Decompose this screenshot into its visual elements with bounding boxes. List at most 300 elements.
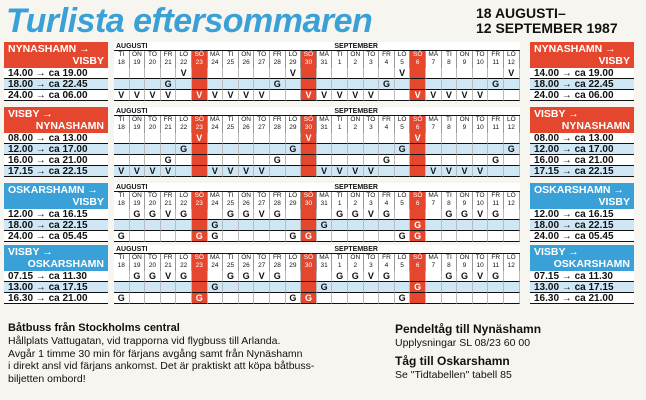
date-range [476, 6, 618, 36]
date-label: 6 [415, 262, 420, 269]
day-header [176, 192, 192, 209]
weekday-label: TO [366, 254, 376, 261]
route-to: VISBY [72, 196, 104, 208]
route-label [530, 183, 634, 209]
schedule-cell [286, 282, 302, 293]
weekday-label: TO [475, 51, 485, 58]
weekday-label: TO [475, 116, 485, 123]
date-label: 24 [211, 59, 219, 66]
schedule-cell [473, 133, 489, 144]
day-header [239, 116, 255, 133]
day-header [317, 192, 333, 209]
departure-time: 14.00 → ca 19.00 [530, 68, 634, 79]
schedule-cell [364, 293, 380, 304]
schedule-cell: V [473, 90, 489, 101]
schedule-cell: V [410, 90, 426, 101]
schedule-cell [457, 282, 473, 293]
schedule-cell [145, 68, 161, 79]
schedule-cell [364, 231, 380, 242]
schedule-cell: G [145, 271, 161, 282]
day-header [332, 254, 348, 271]
schedule-cell [426, 144, 442, 155]
schedule-cell: V [254, 90, 270, 101]
schedule-cell: V [364, 166, 380, 177]
date-label: 27 [258, 200, 266, 207]
departure-row [4, 166, 642, 177]
day-header [364, 116, 380, 133]
weekday-label: LÖ [397, 254, 407, 261]
schedule-cell [161, 282, 177, 293]
route-from: NYNASHAMN → [534, 43, 616, 55]
date-label: 3 [369, 262, 373, 269]
weekday-label: SÖ [303, 116, 314, 123]
date-label: 24 [211, 200, 219, 207]
weekday-label: MÅ [319, 51, 329, 58]
weekday-label: LÖ [288, 192, 298, 199]
schedule-cell: V [192, 133, 208, 144]
schedule-cell [270, 220, 286, 231]
date-label: 7 [431, 124, 436, 131]
date-label: 21 [164, 59, 172, 66]
date-label: 4 [384, 59, 389, 66]
date-label: 21 [164, 200, 172, 207]
day-header [192, 116, 208, 133]
schedule-cell [130, 155, 146, 166]
schedule-cell [442, 155, 458, 166]
schedule-cell [208, 68, 224, 79]
schedule-cell [270, 231, 286, 242]
schedule-cell: V [348, 166, 364, 177]
day-header [348, 116, 364, 133]
schedule-cell [473, 231, 489, 242]
schedule-cell [192, 155, 208, 166]
day-header [317, 51, 333, 68]
day-header [239, 254, 255, 271]
day-header [176, 51, 192, 68]
schedule-cell [410, 271, 426, 282]
weekday-label: FR [163, 254, 173, 261]
schedule-cell: V [473, 209, 489, 220]
schedule-cell: V [504, 68, 520, 79]
schedule-cell [114, 133, 130, 144]
departure-row [4, 79, 642, 90]
weekday-label: FR [382, 192, 391, 199]
weekday-label: LÖ [288, 116, 298, 123]
weekday-label: MÅ [428, 116, 439, 123]
route-header [4, 107, 642, 133]
weekday-label: TO [257, 51, 267, 58]
weekday-label: TI [336, 116, 343, 123]
schedule-cell: V [395, 68, 411, 79]
route-label [530, 245, 634, 271]
day-header [364, 51, 380, 68]
schedule-cell: V [410, 133, 426, 144]
schedule-cell [348, 282, 364, 293]
route-label [530, 107, 634, 133]
weekday-label: SÖ [412, 116, 423, 123]
weekday-label: TI [446, 116, 452, 123]
route-to: OSKARSHAMN [27, 258, 104, 270]
weekday-label: TI [118, 51, 125, 58]
schedule-cell [270, 282, 286, 293]
day-header [473, 51, 489, 68]
route-header [4, 245, 642, 271]
schedule-cell: G [208, 231, 224, 242]
schedule-cell [504, 166, 520, 177]
schedule-cell [130, 79, 146, 90]
schedule-cell [192, 271, 208, 282]
weekday-label: MÅ [428, 254, 439, 261]
day-header [348, 51, 364, 68]
departure-time: 16.30 → ca 21.00 [530, 293, 634, 304]
schedule-cell [317, 68, 333, 79]
date-label: 11 [492, 124, 500, 131]
schedule-cell [239, 155, 255, 166]
schedule-cell: V [239, 90, 255, 101]
date-label: 25 [226, 124, 235, 131]
schedule-cell [332, 155, 348, 166]
weekday-label: SÖ [303, 51, 314, 58]
schedule-cell [317, 271, 333, 282]
day-header [473, 192, 489, 209]
departure-row [4, 231, 642, 242]
schedule-cell: G [317, 220, 333, 231]
weekday-label: LÖ [288, 51, 298, 58]
date-label: 11 [492, 200, 500, 207]
weekday-label: TO [366, 116, 376, 123]
schedule-cell [379, 68, 395, 79]
departure-time: 16.30 → ca 21.00 [4, 293, 108, 304]
day-header [379, 254, 395, 271]
day-header [130, 116, 146, 133]
weekday-label: LÖ [506, 116, 516, 123]
schedule-cell: G [395, 231, 411, 242]
schedule-cell: V [223, 90, 239, 101]
schedule-cell: V [473, 166, 489, 177]
schedule-cell: G [410, 282, 426, 293]
schedule-cell [161, 68, 177, 79]
weekday-label: ON [459, 254, 470, 261]
weekday-label: TI [446, 51, 452, 58]
day-header [395, 116, 411, 133]
schedule-cell: G [442, 271, 458, 282]
schedule-cell: V [317, 166, 333, 177]
schedule-cell [270, 68, 286, 79]
schedule-cell [114, 68, 130, 79]
month-label-august: AUGUSTI [114, 183, 332, 192]
schedule-cell [457, 79, 473, 90]
schedule-cell [270, 293, 286, 304]
schedule-cell [192, 282, 208, 293]
schedule-cell: V [130, 166, 146, 177]
weekday-label: LÖ [179, 51, 189, 58]
day-header [317, 116, 333, 133]
schedule-cell: G [457, 209, 473, 220]
schedule-cell [317, 79, 333, 90]
departure-time: 18.00 → ca 22.45 [530, 79, 634, 90]
day-header [364, 192, 380, 209]
schedule-cell [395, 220, 411, 231]
route-from: VISBY → [534, 108, 579, 120]
weekday-label: FR [491, 192, 501, 199]
schedule-cell: V [348, 90, 364, 101]
day-header [145, 254, 161, 271]
date-label: 23 [195, 262, 203, 269]
weekday-label: TI [446, 254, 452, 261]
schedule-cell [348, 144, 364, 155]
schedule-cell [395, 209, 411, 220]
schedule-cell: G [286, 293, 302, 304]
schedule-cell [379, 293, 395, 304]
departure-time: 18.00 → ca 22.45 [4, 79, 108, 90]
day-header [114, 254, 130, 271]
day-header [317, 254, 333, 271]
date-label: 7 [431, 200, 436, 207]
weekday-label: MÅ [210, 254, 220, 261]
schedule-cell [145, 144, 161, 155]
schedule-cell [301, 144, 317, 155]
schedule-cell [176, 90, 192, 101]
weekday-label: MÅ [319, 254, 329, 261]
schedule-cell [161, 220, 177, 231]
month-label-august: AUGUSTI [114, 245, 332, 254]
date-label: 2 [353, 124, 358, 131]
date-label: 9 [462, 200, 467, 207]
schedule-cell: V [254, 166, 270, 177]
weekday-label: ON [132, 192, 142, 199]
date-label: 22 [180, 200, 188, 207]
date-label: 26 [242, 262, 250, 269]
boat-bus-heading: Båtbuss från Stockholms central [8, 322, 180, 334]
schedule-cell [270, 166, 286, 177]
date-label: 23 [195, 200, 203, 207]
weekday-label: TO [257, 254, 267, 261]
schedule-cell: G [504, 144, 520, 155]
schedule-cell: V [317, 90, 333, 101]
weekday-label: FR [272, 254, 282, 261]
day-header [208, 51, 224, 68]
schedule-cell [301, 209, 317, 220]
day-header [379, 192, 395, 209]
schedule-cell [145, 231, 161, 242]
month-label-september: SEPTEMBER [332, 183, 519, 192]
schedule-cell [301, 79, 317, 90]
schedule-cell [286, 209, 302, 220]
date-label: 7 [431, 59, 436, 66]
day-header [254, 254, 270, 271]
schedule-cell: V [176, 68, 192, 79]
weekday-label: TI [336, 192, 343, 199]
schedule-cell [488, 231, 504, 242]
date-label: 5 [400, 124, 404, 131]
schedule-cell [239, 133, 255, 144]
date-label: 11 [492, 59, 500, 66]
departure-row [4, 293, 642, 304]
boat-bus-line: Hållplats Vattugatan, vid trapporna vid flygbuss till Arlanda. [8, 335, 281, 347]
schedule-cell [410, 293, 426, 304]
schedule-cell: V [473, 271, 489, 282]
day-header [286, 254, 302, 271]
weekday-label: TI [336, 254, 343, 261]
date-label: 5 [400, 262, 404, 269]
boat-bus-line: i direkt ansl vid färjans ankomst. Det är praktiskt att köpa båtbuss- [8, 360, 315, 372]
schedule-cell [348, 68, 364, 79]
departure-time: 13.00 → ca 17.15 [530, 282, 634, 293]
date-label: 30 [304, 262, 313, 269]
schedule-cell [379, 231, 395, 242]
schedule-cell: G [286, 231, 302, 242]
schedule-cell: G [332, 271, 348, 282]
schedule-cell: G [223, 271, 239, 282]
schedule-cell: G [301, 293, 317, 304]
departure-time: 12.00 → ca 17.00 [530, 144, 634, 155]
date-label: 9 [462, 124, 467, 131]
day-header [223, 254, 239, 271]
route-label [4, 245, 108, 271]
weekday-label: SÖ [303, 254, 314, 261]
schedule-cell [130, 231, 146, 242]
schedule-cell [114, 220, 130, 231]
weekday-label: ON [350, 51, 361, 58]
date-label: 10 [476, 262, 484, 269]
date-label: 19 [133, 59, 141, 66]
route-label [4, 183, 108, 209]
route-label [4, 42, 108, 68]
schedule-cell [504, 231, 520, 242]
schedule-cell [114, 271, 130, 282]
weekday-label: LÖ [288, 254, 298, 261]
schedule-cell [239, 220, 255, 231]
schedule-cell [223, 231, 239, 242]
schedule-cell [176, 79, 192, 90]
schedule-cell [145, 155, 161, 166]
schedule-cell [301, 166, 317, 177]
route-to: NYNASHAMN [35, 120, 104, 132]
weekday-label: FR [382, 254, 391, 261]
schedule-cell: G [488, 271, 504, 282]
schedule-cell [504, 220, 520, 231]
day-header [114, 116, 130, 133]
route-from: NYNASHAMN → [8, 43, 90, 55]
schedule-cell [208, 155, 224, 166]
schedule-cell [504, 282, 520, 293]
date-label: 18 [117, 124, 125, 131]
day-header [332, 192, 348, 209]
schedule-cell [239, 282, 255, 293]
schedule-cell [488, 90, 504, 101]
weekday-label: TI [336, 51, 343, 58]
date-label: 9 [462, 59, 467, 66]
schedule-cell: V [254, 271, 270, 282]
weekday-label: TI [227, 254, 234, 261]
departure-time: 12.00 → ca 16.15 [530, 209, 634, 220]
schedule-cell [114, 155, 130, 166]
schedule-cell [176, 155, 192, 166]
day-header [161, 192, 177, 209]
day-header [254, 116, 270, 133]
schedule-cell: G [488, 79, 504, 90]
departure-time: 13.00 → ca 17.15 [4, 282, 108, 293]
date-label: 26 [242, 59, 250, 66]
schedule-cell: V [332, 90, 348, 101]
schedule-cell [145, 220, 161, 231]
day-header [426, 254, 442, 271]
weekday-label: LÖ [397, 192, 407, 199]
schedule-cell: V [364, 90, 380, 101]
weekday-label: LÖ [506, 254, 516, 261]
schedule-cell: G [176, 144, 192, 155]
day-header [504, 51, 520, 68]
schedule-cell [410, 209, 426, 220]
weekday-label: TI [227, 116, 234, 123]
departure-time: 24.00 → ca 06.00 [530, 90, 634, 101]
schedule-cell: G [301, 231, 317, 242]
schedule-cell [254, 293, 270, 304]
schedule-cell: V [161, 209, 177, 220]
schedule-cell [130, 293, 146, 304]
route-to: VISBY [598, 55, 630, 67]
day-header [457, 254, 473, 271]
schedule-cell: G [176, 209, 192, 220]
day-header [192, 254, 208, 271]
schedule-cell: V [364, 271, 380, 282]
weekday-label: MÅ [210, 192, 220, 199]
schedule-cell [348, 231, 364, 242]
schedule-cell [161, 231, 177, 242]
date-label: 22 [180, 59, 188, 66]
weekday-label: MÅ [428, 51, 439, 58]
date-label: 6 [415, 124, 420, 131]
schedule-cell [364, 133, 380, 144]
date-label: 27 [258, 262, 266, 269]
route-from: VISBY → [534, 246, 579, 258]
day-header [442, 254, 458, 271]
schedule-cell [504, 209, 520, 220]
departure-time: 16.00 → ca 21.00 [530, 155, 634, 166]
departure-time: 07.15 → ca 11.30 [4, 271, 108, 282]
schedule-cell: G [457, 271, 473, 282]
schedule-cell [504, 90, 520, 101]
schedule-cell [223, 144, 239, 155]
date-label: 2 [353, 59, 358, 66]
footer-right [395, 322, 635, 381]
schedule-cell [176, 220, 192, 231]
schedule-cell [348, 293, 364, 304]
schedule-cell: G [223, 209, 239, 220]
day-header [442, 116, 458, 133]
date-label: 20 [148, 200, 157, 207]
day-header [208, 192, 224, 209]
departure-row [4, 68, 642, 79]
departure-row [4, 220, 642, 231]
day-header [410, 254, 426, 271]
schedule-cell [473, 79, 489, 90]
schedule-cell [442, 231, 458, 242]
schedule-cell [208, 209, 224, 220]
weekday-label: FR [272, 116, 282, 123]
schedule-cell: V [208, 90, 224, 101]
day-header [286, 116, 302, 133]
schedule-cell [379, 220, 395, 231]
weekday-label: FR [272, 51, 282, 58]
departure-row [4, 133, 642, 144]
schedule-cell [332, 282, 348, 293]
weekday-label: MÅ [319, 192, 329, 199]
day-header [145, 116, 161, 133]
day-header [270, 116, 286, 133]
schedule-cell [223, 220, 239, 231]
schedule-cell: G [332, 209, 348, 220]
